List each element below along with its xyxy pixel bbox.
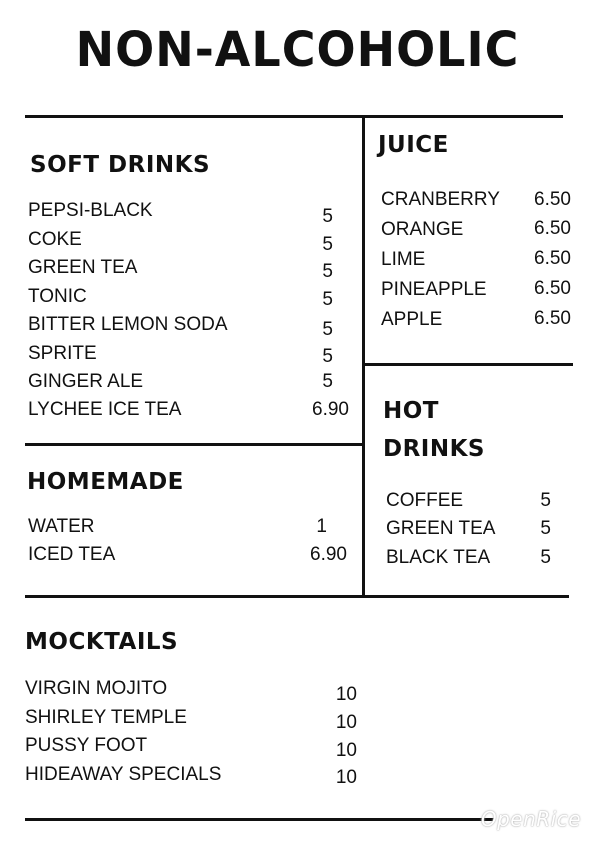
menu-item-name: LIME bbox=[381, 249, 426, 270]
left-mid-divider bbox=[25, 443, 363, 446]
menu-item-price: 5 bbox=[540, 547, 551, 568]
menu-item-name: BLACK TEA bbox=[386, 547, 491, 568]
bottom-divider bbox=[25, 818, 495, 821]
menu-item-name: SPRITE bbox=[28, 343, 97, 364]
hot-drinks-heading-line2: DRINKS bbox=[383, 436, 485, 462]
menu-item-name: VIRGIN MOJITO bbox=[25, 678, 168, 699]
center-vertical-divider bbox=[362, 115, 365, 597]
menu-item-name: APPLE bbox=[381, 309, 443, 330]
menu-item-price: 5 bbox=[322, 319, 333, 340]
menu-item-price: 5 bbox=[322, 234, 333, 255]
menu-item-price: 5 bbox=[322, 289, 333, 310]
menu-item-price: 10 bbox=[335, 684, 357, 705]
menu-item-name: TONIC bbox=[28, 286, 87, 307]
menu-item-name: WATER bbox=[28, 516, 95, 537]
menu-item-price: 5 bbox=[322, 206, 333, 227]
lower-divider bbox=[25, 595, 569, 598]
juice-heading: JUICE bbox=[378, 132, 449, 158]
menu-item-price: 5 bbox=[322, 371, 333, 392]
menu-item-price: 6.50 bbox=[534, 189, 571, 210]
hot-drinks-heading-line1: HOT bbox=[383, 398, 439, 424]
menu-item-price: 10 bbox=[335, 767, 357, 788]
menu-item-name: COKE bbox=[28, 229, 82, 250]
menu-item-name: CRANBERRY bbox=[381, 189, 500, 210]
menu-item-name: HIDEAWAY SPECIALS bbox=[25, 764, 222, 785]
menu-item-price: 6.50 bbox=[534, 248, 571, 269]
right-mid-divider bbox=[363, 363, 573, 366]
menu-item-name: BITTER LEMON SODA bbox=[28, 314, 228, 335]
menu-item-price: 5 bbox=[322, 346, 333, 367]
menu-item-name: ICED TEA bbox=[28, 544, 116, 565]
menu-item-price: 6.50 bbox=[534, 218, 571, 239]
menu-item-price: 6.50 bbox=[534, 278, 571, 299]
menu-item-name: PUSSY FOOT bbox=[25, 735, 148, 756]
menu-item-price: 5 bbox=[540, 490, 551, 511]
menu-item-name: GREEN TEA bbox=[28, 257, 138, 278]
menu-item-name: COFFEE bbox=[386, 490, 464, 511]
menu-item-price: 6.50 bbox=[534, 308, 571, 329]
soft-drinks-heading: SOFT DRINKS bbox=[30, 152, 211, 178]
menu-item-price: 10 bbox=[335, 712, 357, 733]
menu-item-price: 5 bbox=[540, 518, 551, 539]
menu-item-price: 1 bbox=[316, 516, 327, 537]
menu-title: NON-ALCOHOLIC bbox=[75, 20, 520, 78]
menu-item-name: ORANGE bbox=[381, 219, 464, 240]
menu-item-price: 6.90 bbox=[312, 399, 349, 420]
menu-item-name: GINGER ALE bbox=[28, 371, 144, 392]
menu-item-price: 10 bbox=[335, 740, 357, 761]
openrice-watermark: OpenRice bbox=[480, 807, 581, 831]
menu-item-name: GREEN TEA bbox=[386, 518, 496, 539]
top-divider bbox=[25, 115, 563, 118]
menu-item-name: PINEAPPLE bbox=[381, 279, 487, 300]
menu-item-name: LYCHEE ICE TEA bbox=[28, 399, 182, 420]
homemade-heading: HOMEMADE bbox=[27, 469, 184, 495]
menu-item-name: PEPSI-BLACK bbox=[28, 200, 153, 221]
menu-item-name: SHIRLEY TEMPLE bbox=[25, 707, 187, 728]
mocktails-heading: MOCKTAILS bbox=[25, 629, 179, 655]
menu-item-price: 5 bbox=[322, 261, 333, 282]
menu-item-price: 6.90 bbox=[310, 544, 347, 565]
